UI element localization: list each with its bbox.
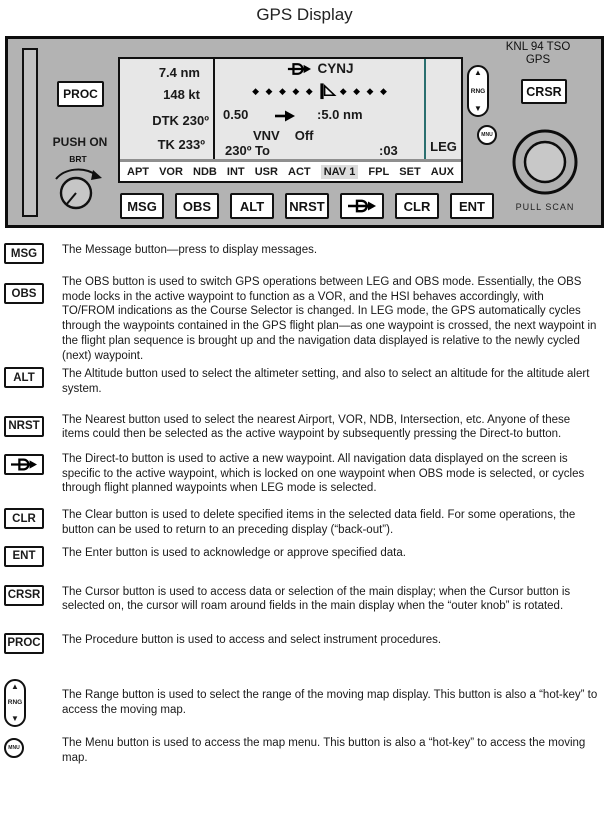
brand-line2: GPS <box>525 54 551 66</box>
push-on-label: PUSH ON <box>52 135 108 149</box>
ent-legend-box: ENT <box>4 546 44 567</box>
page-title: GPS Display <box>256 5 353 24</box>
menu-item-vor: VOR <box>159 165 183 178</box>
rng-legend-label: RNG <box>7 699 23 707</box>
gps-screen <box>118 57 463 183</box>
course-to-value: 230º To <box>225 143 270 158</box>
clr-legend-box: CLR <box>4 508 44 529</box>
doc-ent <box>4 546 605 567</box>
legend <box>4 243 605 765</box>
proc-button[interactable]: PROC <box>57 81 104 107</box>
direct-to-icon <box>11 458 37 471</box>
active-waypoint-row <box>217 61 424 76</box>
cdi-dots-left: ◆ ◆ ◆ ◆ ◆ <box>252 85 315 96</box>
cdi-scale-value: 0.50 <box>223 107 249 122</box>
menu-item-aux: AUX <box>430 165 454 178</box>
cdi-scale-row <box>217 81 424 101</box>
crsr-button[interactable]: CRSR <box>521 79 567 104</box>
cdi-aircraft-icon <box>318 81 337 101</box>
menu-button[interactable]: MNU <box>477 125 497 145</box>
brand-label <box>473 41 603 67</box>
proc-legend-box: PROC <box>4 633 44 654</box>
cdi-area <box>217 59 424 159</box>
rng-label: RNG <box>470 87 486 95</box>
ent-button[interactable]: ENT <box>450 193 494 219</box>
crsr-legend-box: CRSR <box>4 585 44 606</box>
mnu-description: The Menu button is used to access the map menu. This button is also a “hot-key” to access the moving map. <box>62 736 586 764</box>
direct-to-legend-box <box>4 454 44 475</box>
rng-description: The Range button is used to select the range of the moving map display. This button is also a “hot-key” to access the moving map. <box>62 688 598 716</box>
obs-description: The OBS button is used to switch GPS operations between LEG and OBS mode. Essentially, the OBS mode locks in the active waypoint to function as a VOR, and the HSI behaves accordingly, with TO/FROM indications as the Course Selector is changed. In LEG mode, the GPS automatically cycles through the waypoints contained in the GPS flight plan—as one waypoint is crossed, the next waypoint in the flight plan sequence is brought up and the navigation data displayed is relative to the newly cycled (next) waypoint. <box>62 276 597 362</box>
direct-to-icon <box>287 62 311 76</box>
tk-value: TK 233º <box>157 137 205 152</box>
doc-nrst <box>4 413 605 442</box>
ent-description: The Enter button is used to acknowledge or approve specified data. <box>62 546 406 559</box>
doc-crsr <box>4 585 605 614</box>
doc-direct-to <box>4 452 605 496</box>
down-triangle-icon: ▼ <box>11 713 19 723</box>
doc-proc <box>4 633 605 654</box>
proc-description: The Procedure button is used to access and select instrument procedures. <box>62 633 442 646</box>
brightness-knob[interactable] <box>46 151 110 213</box>
menu-item-nav1-selected: NAV 1 <box>321 165 359 179</box>
time-value: :03 <box>379 143 398 158</box>
obs-legend-box: OBS <box>4 283 44 304</box>
scale-row <box>217 107 424 125</box>
down-triangle-icon: ▼ <box>474 104 482 113</box>
msg-legend-box: MSG <box>4 243 44 264</box>
doc-alt <box>4 367 605 396</box>
menu-item-usr: USR <box>254 165 278 178</box>
panel-handle-bar <box>22 48 38 217</box>
cdi-dots-right: ◆ ◆ ◆ ◆ <box>339 85 389 96</box>
menu-item-int: INT <box>226 165 245 178</box>
alt-button[interactable]: ALT <box>230 193 274 219</box>
brt-arrowhead-icon <box>91 170 102 180</box>
up-triangle-icon: ▲ <box>474 68 482 77</box>
alt-description: The Altitude button used to select the altimeter setting, and also to select an altitude for the altitude alert system. <box>62 368 590 395</box>
outer-inner-knob[interactable] <box>510 127 580 197</box>
doc-clr <box>4 508 605 537</box>
clr-description: The Clear button is used to delete specified items in the selected data field. For some operations, the button can be used to return to an preceding display (“back-out”). <box>62 509 576 536</box>
brt-label: BRT <box>69 154 87 164</box>
doc-rng <box>4 679 605 727</box>
range-rocker-button[interactable] <box>467 65 489 117</box>
nrst-legend-box: NRST <box>4 416 44 437</box>
direct-to-icon <box>348 199 376 213</box>
active-waypoint-id: CYNJ <box>317 61 354 76</box>
gps-front-panel <box>5 36 604 228</box>
doc-obs <box>4 275 605 363</box>
dtk-value: DTK 230º <box>152 113 209 128</box>
button-row <box>120 193 494 219</box>
vnv-label: VNV <box>253 128 280 143</box>
screen-main-area <box>120 59 461 159</box>
distance-value: 7.4 nm <box>158 65 200 80</box>
msg-description: The Message button—press to display messages. <box>62 244 318 256</box>
crsr-description: The Cursor button is used to access data or selection of the main display; when the Cursor button is selected on, the cursor will roam around fields in the main display when the “outer knob” is rotated. <box>62 585 571 613</box>
menu-item-act: ACT <box>288 165 311 178</box>
groundspeed-value: 148 kt <box>163 87 200 102</box>
pull-scan-label: PULL SCAN <box>515 202 575 212</box>
distance-to-scale: :5.0 nm <box>317 107 363 122</box>
vnv-row <box>253 128 314 143</box>
menu-button-icon: MNU <box>4 738 24 758</box>
doc-mnu <box>4 736 605 765</box>
nav-data-column <box>120 59 215 159</box>
obs-button[interactable]: OBS <box>175 193 219 219</box>
up-triangle-icon: ▲ <box>11 681 19 691</box>
direct-to-button[interactable] <box>340 193 384 219</box>
menu-item-fpl: FPL <box>368 165 390 178</box>
menu-item-apt: APT <box>127 165 149 178</box>
brand-line1: KNL 94 TSO <box>505 41 571 53</box>
clr-button[interactable]: CLR <box>395 193 439 219</box>
doc-msg <box>4 243 605 264</box>
nrst-button[interactable]: NRST <box>285 193 329 219</box>
msg-button[interactable]: MSG <box>120 193 164 219</box>
direct-to-description: The Direct-to button is used to active a new waypoint. All navigation data displayed on the screen is specific to the active waypoint, which is locked on one waypoint when OBS mode is selected, or cycles through flight planned waypoints when LEG mode is selected. <box>62 453 585 495</box>
menu-item-set: SET <box>399 165 421 178</box>
range-rocker-icon <box>4 679 26 727</box>
screen-menu-bar <box>120 159 461 181</box>
vnv-value: Off <box>294 128 314 143</box>
leg-mode-indicator: LEG <box>430 139 457 154</box>
alt-legend-box: ALT <box>4 367 44 388</box>
menu-item-ndb: NDB <box>193 165 217 178</box>
arrow-right-icon <box>275 110 295 122</box>
nrst-description: The Nearest button used to select the nearest Airport, VOR, NDB, Intersection, etc. Anyone of these items could then be selected as the active waypoint by subsequently pressing the Direct-to button. <box>62 413 571 441</box>
